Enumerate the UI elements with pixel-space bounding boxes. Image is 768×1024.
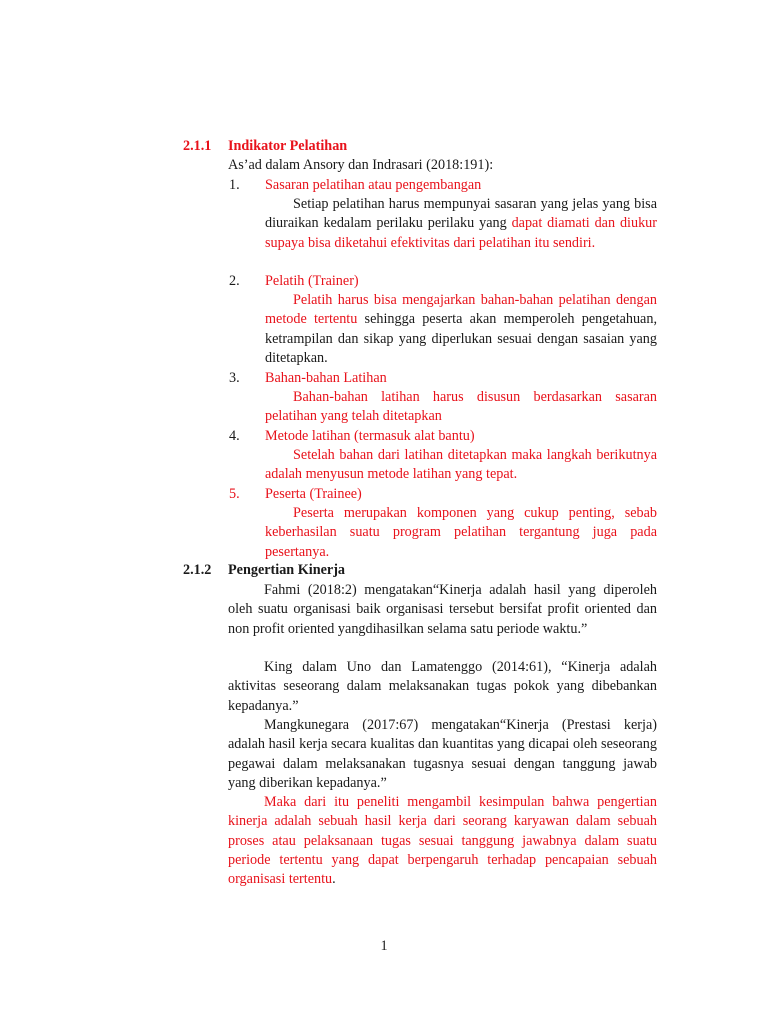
section-number: 2.1.2 [183,562,212,578]
list-item-number: 3. [229,370,240,386]
conclusion-paragraph [228,793,657,889]
page-number: 1 [380,938,388,954]
list-item-label: Bahan-bahan Latihan [265,370,387,386]
list-item-body [265,195,657,253]
section-title: Pengertian Kinerja [228,562,346,578]
list-item-number: 4. [229,428,240,444]
section-intro: As’ad dalam Ansory dan Indrasari (2018:191): [228,157,494,173]
list-item-number: 1. [229,177,240,193]
list-item-body [265,388,657,427]
body-text: sehingga peserta akan memperoleh pengetahuan, ketrampilan dan sikap yang diperlukan sesuai dengan sasaian yang ditetapkan. [265,311,657,366]
conclusion-period: . [332,871,336,888]
paragraph-text: Mangkunegara (2017:67) mengatakan“Kinerja (Prestasi kerja) adalah hasil kerja secara kualitas dan kuantitas yang dicapai oleh seseorang pegawai dalam melaksanakan tugasnya sesuai dengan tanggung jawab yang diberikan kepadanya.” [228,717,657,791]
section-title: Indikator Pelatihan [228,138,348,154]
list-item-number: 5. [229,486,240,502]
section-heading-2-1-2 [183,561,583,580]
body-text-highlight: dapat diamati dan diukur supaya bisa diketahui efektivitas dari pelatihan itu sendiri. [265,215,657,251]
list-item-body [265,446,657,485]
list-item-label: Metode latihan (termasuk alat bantu) [265,428,475,444]
body-text-highlight: Pelatih harus bisa mengajarkan bahan-bahan pelatihan dengan metode tertentu [265,292,657,328]
body-text: Setiap pelatihan harus mempunyai sasaran yang jelas yang bisa diuraikan kedalam perilaku perilaku yang [265,196,657,232]
list-item-label: Peserta (Trainee) [265,486,362,502]
body-text-highlight: Setelah bahan dari latihan ditetapkan maka langkah berikutnya adalah menyusun metode latihan yang tepat. [265,447,657,483]
section-number: 2.1.1 [183,138,212,154]
paragraph [228,658,657,716]
list-item-body [265,504,657,562]
list-item-body [265,291,657,368]
list-item-label: Pelatih (Trainer) [265,273,359,289]
paragraph-text: King dalam Uno dan Lamatenggo (2014:61), “Kinerja adalah aktivitas seseorang dalam melaksanakan tugas pokok yang dibebankan kepadanya.” [228,659,657,714]
body-text-highlight: Bahan-bahan latihan harus disusun berdasarkan sasaran pelatihan yang telah ditetapkan [265,389,657,425]
paragraph [228,716,657,793]
conclusion-text: Maka dari itu peneliti mengambil kesimpulan bahwa pengertian kinerja adalah sebuah hasil kerja dari seorang karyawan dalam sebuah proses atau pelaksanaan tugas sesuai tanggung jawabnya dalam suatu periode tertentu yang dapat berpengaruh terhadap pencapaian sebuah organisasi tertentu [228,794,657,888]
paragraph [228,581,657,639]
body-text-highlight: Peserta merupakan komponen yang cukup penting, sebab keberhasilan suatu program pelatihan tergantung juga pada pesertanya. [265,505,657,560]
section-heading-2-1-1 [183,137,583,156]
paragraph-text: Fahmi (2018:2) mengatakan“Kinerja adalah hasil yang diperoleh oleh suatu organisasi baik organisasi tersebut bersifat profit oriented dan non profit oriented yangdihasilkan selama satu periode waktu.” [228,582,657,637]
list-item-label: Sasaran pelatihan atau pengembangan [265,177,482,193]
list-item-number: 2. [229,273,240,289]
